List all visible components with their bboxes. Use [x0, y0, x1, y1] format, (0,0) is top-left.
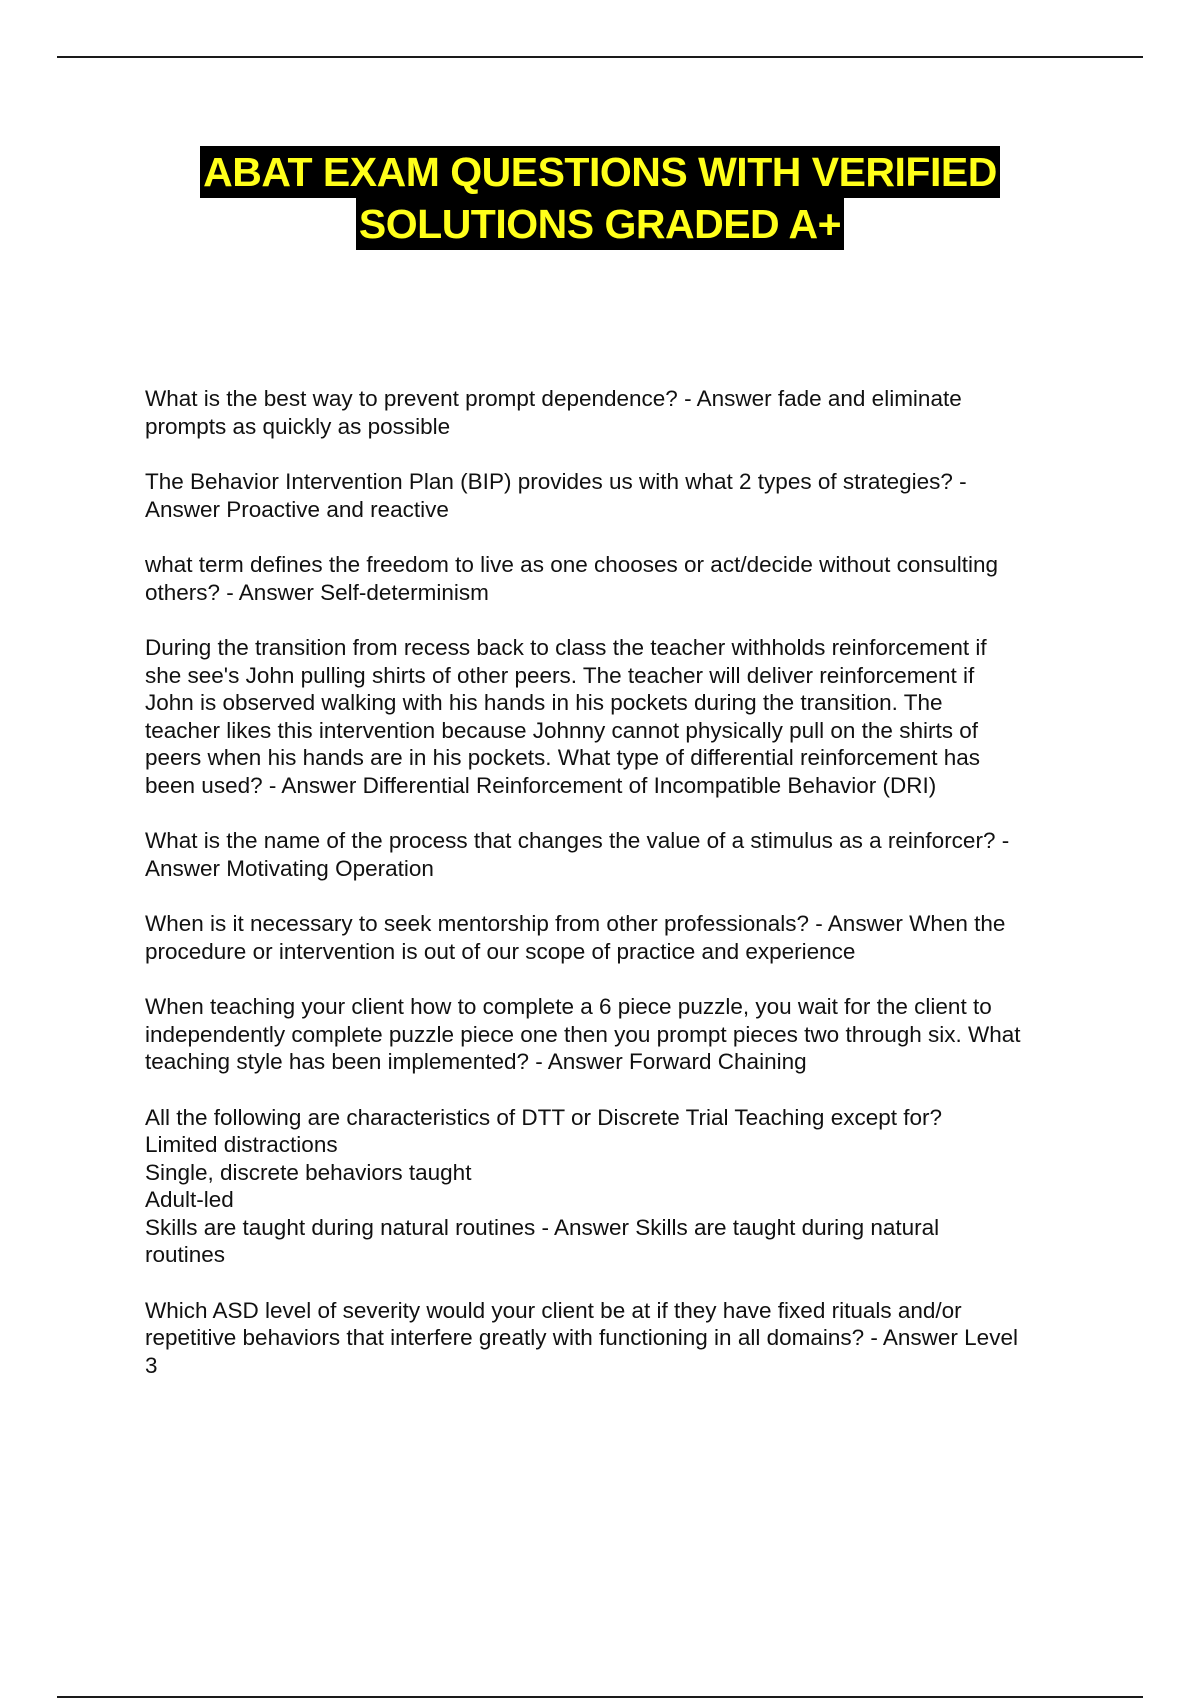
qa-text-line: what term defines the freedom to live as one chooses or act/decide without consulting [145, 552, 998, 577]
qa-text-line: procedure or intervention is out of our scope of practice and experience [145, 938, 856, 964]
qa-text-line: Answer Proactive and reactive [145, 496, 449, 522]
qa-item [145, 1297, 1095, 1380]
qa-text-line: During the transition from recess back to class the teacher withholds reinforcement if [145, 635, 987, 660]
qa-text-line: The Behavior Intervention Plan (BIP) provides us with what 2 types of strategies? - [145, 469, 967, 494]
top-rule [57, 56, 1143, 58]
qa-text-line: Single, discrete behaviors taught [145, 1159, 472, 1185]
qa-text-line: When is it necessary to seek mentorship from other professionals? - Answer When the [145, 911, 1006, 936]
qa-text-line: 3 [145, 1352, 158, 1378]
qa-text-line: Adult-led [145, 1187, 234, 1212]
qa-text-line: What is the name of the process that changes the value of a stimulus as a reinforcer? - [145, 828, 1010, 853]
qa-text-line: peers when his hands are in his pockets. What type of differential reinforcement has [145, 745, 981, 770]
qa-text-line: prompts as quickly as possible [145, 413, 451, 439]
qa-item [145, 634, 1095, 799]
qa-text-line: All the following are characteristics of DTT or Discrete Trial Teaching except for? [145, 1104, 943, 1130]
qa-text-line: teacher likes this intervention because Johnny cannot physically pull on the shirts of [145, 717, 978, 743]
title-line-2: SOLUTIONS GRADED A+ [356, 198, 844, 250]
qa-text-line: routines [145, 1242, 226, 1267]
qa-text-line: Answer Motivating Operation [145, 855, 434, 881]
qa-list [145, 385, 1095, 1407]
qa-item [145, 551, 1095, 606]
qa-text-line: others? - Answer Self-determinism [145, 579, 489, 605]
qa-text-line: Which ASD level of severity would your client be at if they have fixed rituals and/or [145, 1297, 962, 1323]
qa-text-line: independently complete puzzle piece one then you prompt pieces two through six. What [145, 1021, 1021, 1047]
qa-item [145, 827, 1095, 882]
qa-text-line: teaching style has been implemented? - Answer Forward Chaining [145, 1049, 807, 1074]
qa-item [145, 910, 1095, 965]
qa-item [145, 385, 1095, 440]
bottom-rule [57, 1696, 1143, 1698]
qa-text-line: John is observed walking with his hands in his pockets during the transition. The [145, 690, 943, 715]
qa-text-line: What is the best way to prevent prompt dependence? - Answer fade and eliminate [145, 386, 962, 411]
qa-item [145, 468, 1095, 523]
qa-text-line: Skills are taught during natural routines - Answer Skills are taught during natural [145, 1214, 940, 1240]
document-title [0, 146, 1200, 250]
title-line-1: ABAT EXAM QUESTIONS WITH VERIFIED [200, 146, 1000, 198]
qa-item [145, 993, 1095, 1076]
qa-item [145, 1104, 1095, 1269]
qa-text-line: she see's John pulling shirts of other peers. The teacher will deliver reinforcement if [145, 662, 975, 688]
qa-text-line: When teaching your client how to complete a 6 piece puzzle, you wait for the client to [145, 994, 992, 1019]
qa-text-line: repetitive behaviors that interfere greatly with functioning in all domains? - Answer Level [145, 1325, 1018, 1350]
qa-text-line: Limited distractions [145, 1132, 338, 1157]
qa-text-line: been used? - Answer Differential Reinforcement of Incompatible Behavior (DRI) [145, 772, 937, 798]
